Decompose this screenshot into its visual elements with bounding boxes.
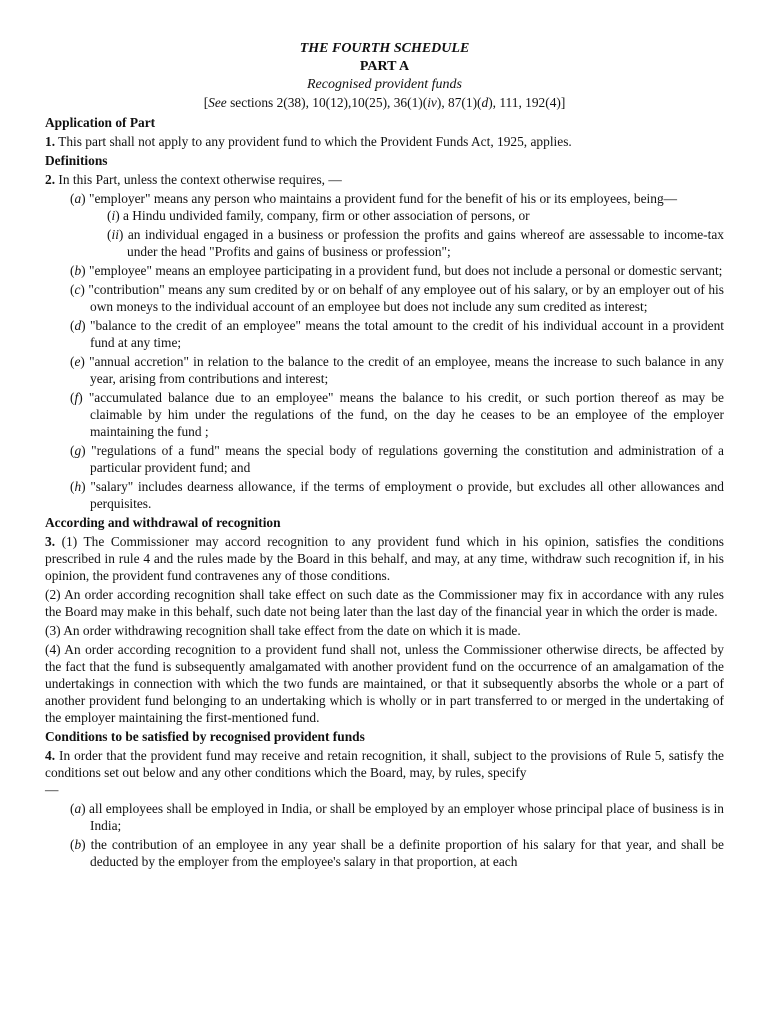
condition-clause-b: (b) the contribution of an employee in any year shall be a definite proportion of his salary for that year, and shall be deducted by the employer from the employee's salary in that proportion, at each bbox=[70, 837, 724, 869]
rule-2-intro: 2. In this Part, unless the context otherwise requires, — bbox=[45, 172, 342, 187]
rule-4-intro: 4. In order that the provident fund may receive and retain recognition, it shall, subject to the provisions of Rule 5, satisfy the conditions set out below and any other conditions which the Board, may, by rules, specify bbox=[45, 748, 724, 780]
definition-clause-f: (f) "accumulated balance due to an employee" means the balance to his credit, or such portion thereof as may be claimable by him under the regulations of the fund, on the day he ceases to be an employee of the employer maintaining the fund ; bbox=[70, 390, 724, 439]
definition-clause-b: (b) "employee" means an employee participating in a provident fund, but does not include a personal or domestic servant; bbox=[70, 263, 723, 278]
definition-clause-d: (d) "balance to the credit of an employee" means the total amount to the credit of his individual account in a provident fund at any time; bbox=[70, 318, 724, 350]
definition-clause-c: (c) "contribution" means any sum credited by or on behalf of any employee out of his salary, or by an employer out of his own moneys to the individual account of an employee but does not include any sum credited as interest; bbox=[70, 282, 724, 314]
definition-clause-h: (h) "salary" includes dearness allowance, if the terms of employment o provide, but excludes all other allowances and perquisites. bbox=[70, 479, 724, 511]
definition-clause-e: (e) "annual accretion" in relation to the balance to the credit of an employee, means the increase to such balance in any year, arising from contributions and interest; bbox=[70, 354, 724, 386]
see-sections-reference: [See sections 2(38), 10(12),10(25), 36(1)(iv), 87(1)(d), 111, 192(4)] bbox=[203, 95, 566, 110]
heading-application-of-part: Application of Part bbox=[45, 115, 156, 130]
rule-4-dash: — bbox=[45, 782, 59, 797]
part-heading: PART A bbox=[359, 59, 410, 74]
heading-recognition: According and withdrawal of recognition bbox=[45, 515, 281, 530]
definition-subclause-ii: (ii) an individual engaged in a business or profession the profits and gains whereof are assessable to income-tax under the head "Profits and gains of business or profession"; bbox=[107, 227, 724, 259]
condition-clause-a: (a) all employees shall be employed in India, or shall be employed by an employer whose principal place of business is in India; bbox=[70, 801, 724, 833]
part-subtitle: Recognised provident funds bbox=[306, 77, 462, 92]
definition-subclause-i: (i) a Hindu undivided family, company, firm or other association of persons, or bbox=[107, 208, 530, 223]
rule-3-paragraph-3: (3) An order withdrawing recognition shall take effect from the date on which it is made. bbox=[45, 623, 521, 638]
heading-definitions: Definitions bbox=[45, 153, 108, 168]
definition-clause-g: (g) "regulations of a fund" means the special body of regulations governing the constitution and administration of a particular provident fund; and bbox=[70, 443, 725, 475]
rule-3-paragraph-1: 3. (1) The Commissioner may accord recognition to any provident fund which in his opinion, satisfies the conditions prescribed in rule 4 and the rules made by the Board in this behalf, and may, at any time, withdraw such recognition if, in his opinion, the provident fund contravenes any of those conditions. bbox=[45, 534, 724, 583]
rule-3-paragraph-4: (4) An order according recognition to a provident fund shall not, unless the Commissioner otherwise directs, be affected by the fact that the fund is subsequently amalgamated with another provident fund on the occurrence of an amalgamation of the undertakings in connection with which the two funds are maintained, or that it subsequently absorbs the whole or a part of another provident fund belonging to an undertaking which is wholly or in part transferred to or merged in the undertaking of the employer maintaining the first-mentioned fund. bbox=[45, 642, 724, 725]
schedule-title: THE FOURTH SCHEDULE bbox=[299, 41, 470, 56]
rule-1: 1. This part shall not apply to any provident fund to which the Provident Funds Act, 1925, applies. bbox=[45, 134, 572, 149]
rule-3-paragraph-2: (2) An order according recognition shall take effect on such date as the Commissioner may fix in accordance with any rules the Board may make in this behalf, such date not being later than the last day of the financial year in which the order is made. bbox=[45, 587, 724, 619]
heading-conditions: Conditions to be satisfied by recognised provident funds bbox=[45, 729, 365, 744]
definition-clause-a: (a) "employer" means any person who maintains a provident fund for the benefit of his or its employees, being— bbox=[70, 191, 678, 206]
